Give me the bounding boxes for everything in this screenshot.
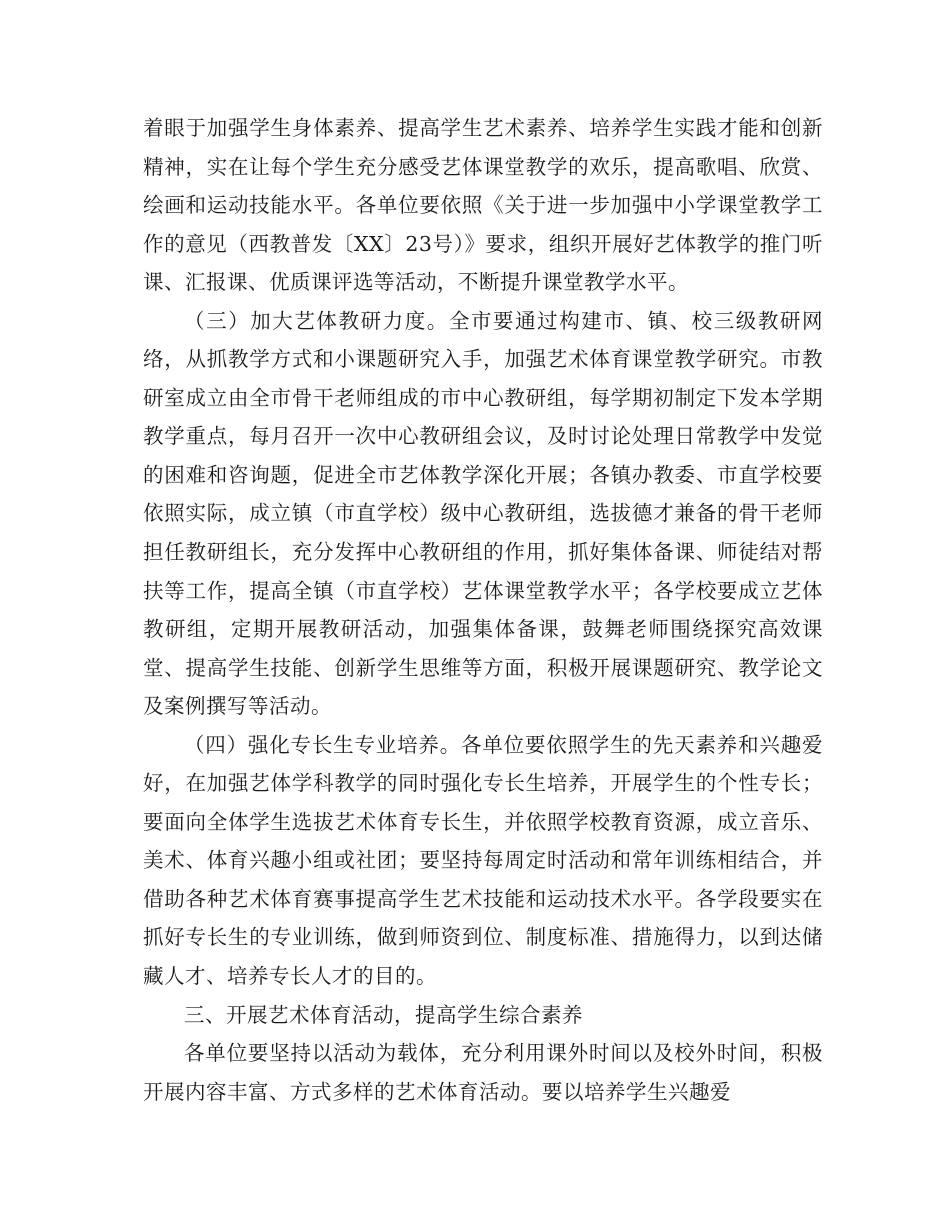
section-heading-activities: 三、开展艺术体育活动，提高学生综合素养 xyxy=(184,1002,583,1027)
document-body xyxy=(143,109,823,1111)
paragraph-continuation: 着眼于加强学生身体素养、提高学生艺术素养、培养学生实践才能和创新精神，实在让每个学生充分感受艺体课堂教学的欢乐，提高歌唱、欣赏、绘画和运动技能水平。各单位要依照《关于进一步加强中小学课堂教学工作的意见（西教普发〔XX〕23号）》要求，组织开展好艺体教学的推门听课、汇报课、优质课评选等活动，不断提升课堂教学水平。 xyxy=(143,116,823,295)
paragraph-activities: 各单位要坚持以活动为载体，充分利用课外时间以及校外时间，积极开展内容丰富、方式多样的艺术体育活动。要以培养学生兴趣爱 xyxy=(143,1041,823,1104)
paragraph-specialty-students: （四）强化专长生专业培养。各单位要依照学生的先天素养和兴趣爱好，在加强艺体学科教学的同时强化专长生培养，开展学生的个性专长；要面向全体学生选拔艺术体育专长生，并依照学校教育资源，成立音乐、美术、体育兴趣小组或社团；要坚持每周定时活动和常年训练相结合，并借助各种艺术体育赛事提高学生艺术技能和运动技术水平。各学段要实在抓好专长生的专业训练，做到师资到位、制度标准、措施得力，以到达储藏人才、培养专长人才的目的。 xyxy=(143,732,823,989)
paragraph-teaching-research: （三）加大艺体教研力度。全市要通过构建市、镇、校三级教研网络，从抓教学方式和小课题研究入手，加强艺术体育课堂教学研究。市教研室成立由全市骨干老师组成的市中心教研组，每学期初制定下发本学期教学重点，每月召开一次中心教研组会议，及时讨论处理日常教学中发觉的困难和咨询题，促进全市艺体教学深化开展；各镇办教委、市直学校要依照实际，成立镇（市直学校）级中心教研组，选拔德才兼备的骨干老师担任教研组长，充分发挥中心教研组的作用，抓好集体备课、师徒结对帮扶等工作，提高全镇（市直学校）艺体课堂教学水平；各学校要成立艺体教研组，定期开展教研活动，加强集体备课，鼓舞老师围绕探究高效课堂、提高学生技能、创新学生思维等方面，积极开展课题研究、教学论文及案例撰写等活动。 xyxy=(143,308,823,719)
